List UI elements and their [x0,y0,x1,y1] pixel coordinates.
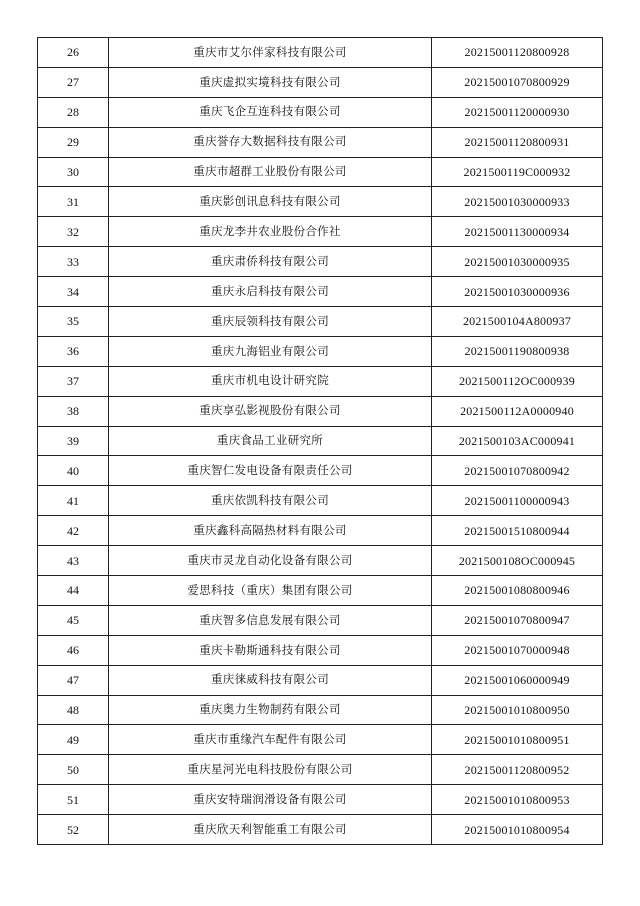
registration-code: 20215001080800946 [432,576,603,606]
company-name: 重庆飞企互连科技有限公司 [109,97,432,127]
company-name: 重庆卡勒斯通科技有限公司 [109,635,432,665]
company-name: 重庆市机电设计研究院 [109,366,432,396]
table-row [38,277,603,307]
row-number: 27 [38,67,109,97]
company-name: 重庆智仁发电设备有限责任公司 [109,456,432,486]
registration-code: 2021500119C000932 [432,157,603,187]
table-row [38,38,603,68]
row-number: 29 [38,127,109,157]
company-name: 重庆辰领科技有限公司 [109,307,432,337]
registration-code: 20215001070800929 [432,67,603,97]
table-row [38,187,603,217]
row-number: 40 [38,456,109,486]
table-row [38,366,603,396]
registration-code: 20215001120000930 [432,97,603,127]
company-name: 重庆虚拟实境科技有限公司 [109,67,432,97]
table-row [38,336,603,366]
registration-code: 20215001070800942 [432,456,603,486]
row-number: 35 [38,307,109,337]
table-row [38,486,603,516]
table-row [38,307,603,337]
company-name: 重庆誉存大数据科技有限公司 [109,127,432,157]
registration-code: 20215001030000933 [432,187,603,217]
row-number: 51 [38,785,109,815]
registration-code: 20215001060000949 [432,665,603,695]
row-number: 26 [38,38,109,68]
table-row [38,695,603,725]
table-row [38,725,603,755]
row-number: 44 [38,576,109,606]
company-name: 重庆九海铝业有限公司 [109,336,432,366]
registration-code: 20215001030000936 [432,277,603,307]
registration-code: 20215001070000948 [432,635,603,665]
company-name: 重庆市灵龙自动化设备有限公司 [109,546,432,576]
row-number: 32 [38,217,109,247]
registry-table-body [38,38,603,845]
company-name: 重庆市艾尔伴家科技有限公司 [109,38,432,68]
registration-code: 20215001510800944 [432,516,603,546]
row-number: 42 [38,516,109,546]
row-number: 52 [38,815,109,845]
table-row [38,97,603,127]
table-row [38,605,603,635]
table-row [38,157,603,187]
row-number: 38 [38,396,109,426]
row-number: 48 [38,695,109,725]
company-name: 爱思科技（重庆）集团有限公司 [109,576,432,606]
company-name: 重庆食品工业研究所 [109,426,432,456]
registration-code: 20215001120800952 [432,755,603,785]
table-row [38,665,603,695]
company-name: 重庆奥力生物制药有限公司 [109,695,432,725]
company-name: 重庆星河光电科技股份有限公司 [109,755,432,785]
company-name: 重庆市重缘汽车配件有限公司 [109,725,432,755]
registration-code: 2021500103AC000941 [432,426,603,456]
table-row [38,815,603,845]
row-number: 39 [38,426,109,456]
registration-code: 2021500108OC000945 [432,546,603,576]
table-row [38,217,603,247]
registration-code: 20215001190800938 [432,336,603,366]
company-name: 重庆享弘影视股份有限公司 [109,396,432,426]
row-number: 31 [38,187,109,217]
company-name: 重庆鑫科高隔热材料有限公司 [109,516,432,546]
registration-code: 20215001120800931 [432,127,603,157]
row-number: 47 [38,665,109,695]
company-name: 重庆徕威科技有限公司 [109,665,432,695]
row-number: 30 [38,157,109,187]
registration-code: 20215001120800928 [432,38,603,68]
row-number: 36 [38,336,109,366]
company-name: 重庆市超群工业股份有限公司 [109,157,432,187]
company-name: 重庆影创讯息科技有限公司 [109,187,432,217]
table-row [38,546,603,576]
table-row [38,576,603,606]
row-number: 49 [38,725,109,755]
row-number: 41 [38,486,109,516]
row-number: 50 [38,755,109,785]
company-name: 重庆依凯科技有限公司 [109,486,432,516]
company-name: 重庆安特瑞润滑设备有限公司 [109,785,432,815]
company-name: 重庆永启科技有限公司 [109,277,432,307]
table-row [38,396,603,426]
company-name: 重庆智多信息发展有限公司 [109,605,432,635]
row-number: 28 [38,97,109,127]
row-number: 37 [38,366,109,396]
registration-code: 20215001010800953 [432,785,603,815]
registration-code: 20215001010800950 [432,695,603,725]
registration-code: 2021500112A0000940 [432,396,603,426]
table-row [38,755,603,785]
table-row [38,67,603,97]
registration-code: 20215001070800947 [432,605,603,635]
table-row [38,456,603,486]
table-row [38,516,603,546]
row-number: 34 [38,277,109,307]
table-row [38,635,603,665]
registration-code: 20215001010800954 [432,815,603,845]
registration-code: 2021500112OC000939 [432,366,603,396]
row-number: 45 [38,605,109,635]
row-number: 46 [38,635,109,665]
company-name: 重庆欣天利智能重工有限公司 [109,815,432,845]
row-number: 43 [38,546,109,576]
company-name: 重庆肃侨科技有限公司 [109,247,432,277]
company-name: 重庆龙李井农业股份合作社 [109,217,432,247]
registration-code: 20215001010800951 [432,725,603,755]
table-row [38,785,603,815]
registration-code: 20215001130000934 [432,217,603,247]
company-registry-table [37,37,603,845]
row-number: 33 [38,247,109,277]
table-row [38,426,603,456]
registration-code: 2021500104A800937 [432,307,603,337]
registration-code: 20215001030000935 [432,247,603,277]
table-row [38,127,603,157]
table-row [38,247,603,277]
registration-code: 20215001100000943 [432,486,603,516]
